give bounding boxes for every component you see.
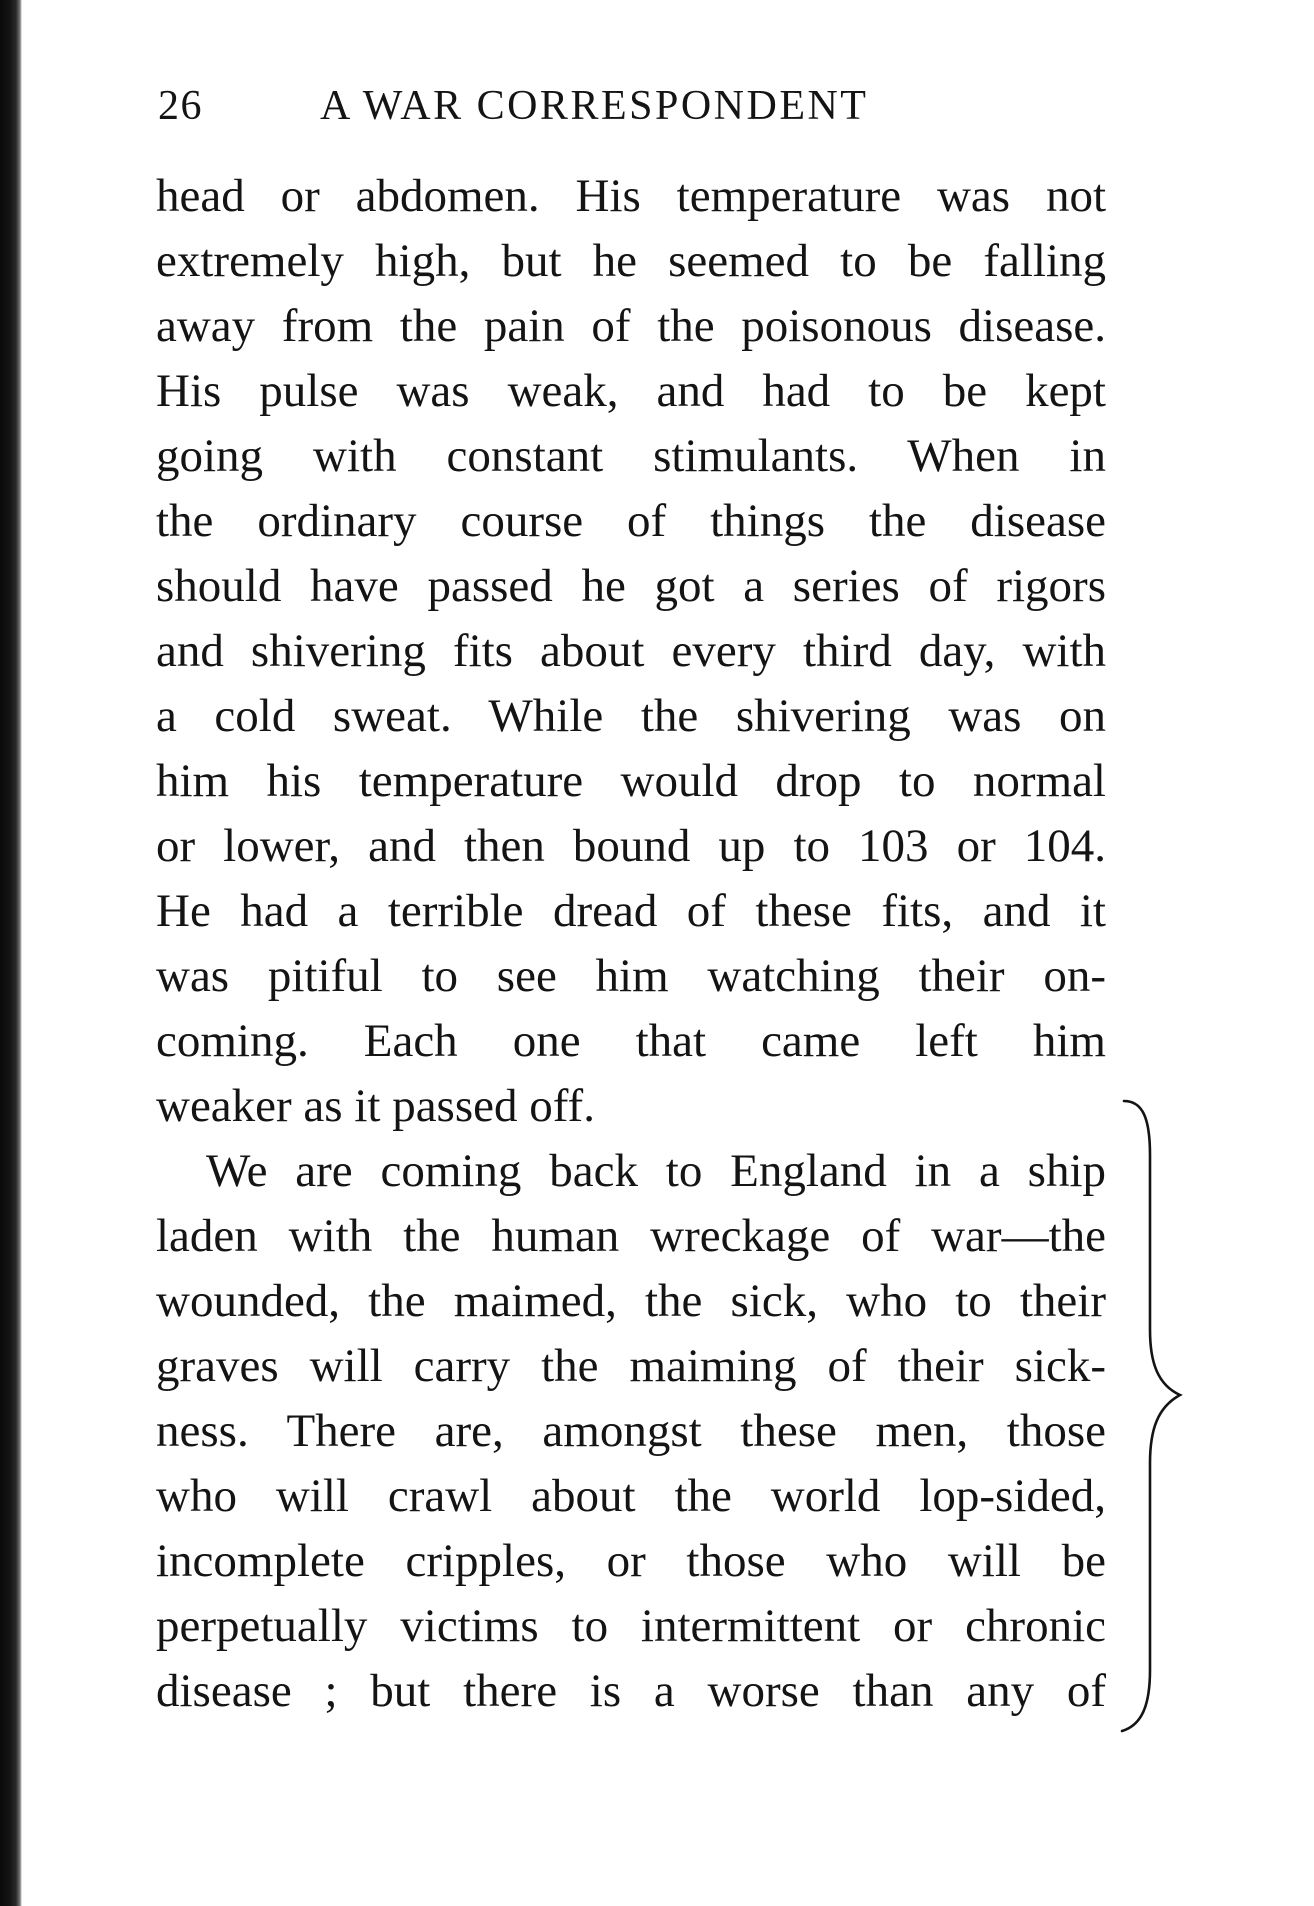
text-line: incomplete cripples, or those who will be (156, 1535, 1106, 1587)
page-header (158, 82, 958, 142)
text-line: coming. Each one that came left him (156, 1015, 1106, 1067)
paragraph-2 (156, 1139, 1106, 1724)
text-line: weaker as it passed off. (156, 1080, 595, 1132)
text-line: going with constant stimulants. When in (156, 430, 1106, 482)
text-line: should have passed he got a series of rigors (156, 560, 1106, 612)
page-number: 26 (158, 83, 203, 129)
text-line: ness. There are, amongst these men, those (156, 1405, 1106, 1457)
text-line: the ordinary course of things the disease (156, 495, 1106, 547)
text-line: disease ; but there is a worse than any of (156, 1665, 1106, 1717)
text-line: a cold sweat. While the shivering was on (156, 690, 1106, 742)
margin-brace-mark (1118, 1095, 1188, 1735)
paragraph-1 (156, 164, 1106, 1139)
text-line: We are coming back to England in a ship (206, 1145, 1106, 1197)
text-line: him his temperature would drop to normal (156, 755, 1106, 807)
text-line: His pulse was weak, and had to be kept (156, 365, 1106, 417)
text-line: head or abdomen. His temperature was not (156, 170, 1106, 222)
text-line: or lower, and then bound up to 103 or 104. (156, 820, 1106, 872)
text-line: who will crawl about the world lop-sided, (156, 1470, 1106, 1522)
text-line: away from the pain of the poisonous disease. (156, 300, 1106, 352)
text-line: laden with the human wreckage of war—the (156, 1210, 1106, 1262)
text-line: wounded, the maimed, the sick, who to their (156, 1275, 1106, 1327)
running-head: A WAR CORRESPONDENT (320, 83, 869, 129)
text-line: perpetually victims to intermittent or chronic (156, 1600, 1106, 1652)
text-line: graves will carry the maiming of their sick- (156, 1340, 1106, 1392)
text-line: He had a terrible dread of these fits, and it (156, 885, 1106, 937)
binding-edge (0, 0, 22, 1906)
text-line: extremely high, but he seemed to be falling (156, 235, 1106, 287)
text-line: and shivering fits about every third day, with (156, 625, 1106, 677)
text-line: was pitiful to see him watching their on- (156, 950, 1106, 1002)
